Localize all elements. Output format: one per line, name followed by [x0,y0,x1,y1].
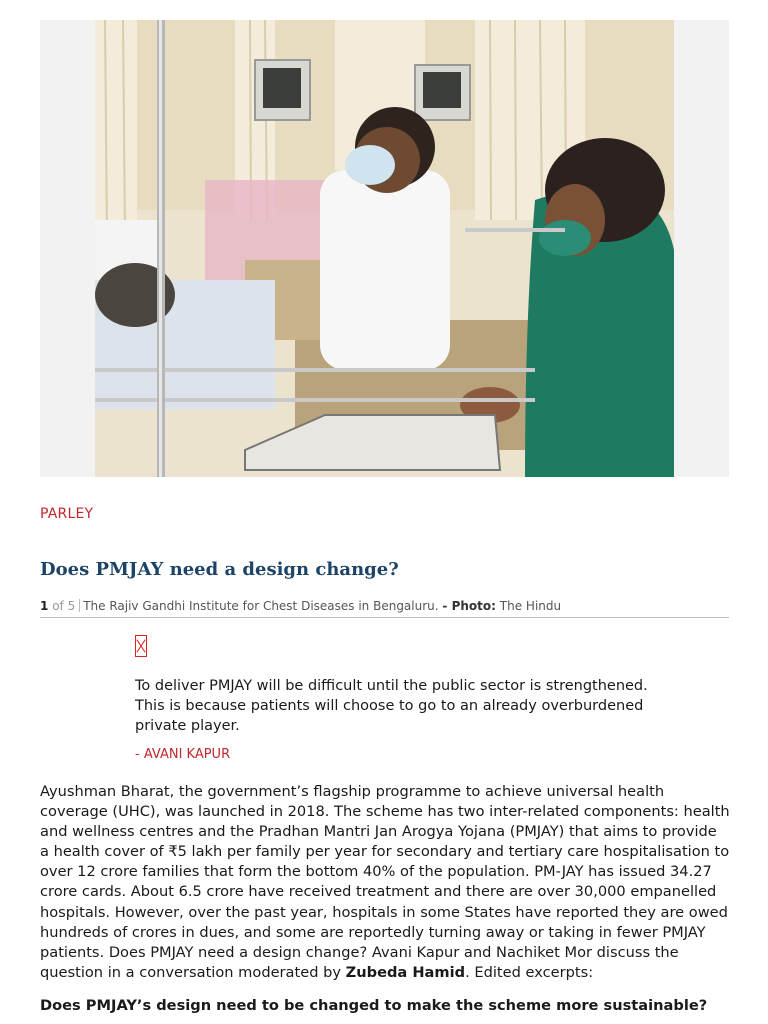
photo-caption [40,599,729,618]
section-label[interactable]: PARLEY [40,506,94,522]
pull-quote-text: To deliver PMJAY will be difficult until the public sector is strengthened. This is because patients will choose to go to an already overburdened private player. [135,678,648,734]
body-text-intro: Ayushman Bharat, the government’s flagship programme to achieve universal health coverage (UHC), was launched in 2018. The scheme has two inter-related components: health and wellness centres and the Pradhan Mantri Jan Arogya Yojana (PMJAY) that aims to provide a health cover of ₹5 lakh per family per year for secondary and tertiary care hospitalisation to over 12 crore families that form the bottom 40% of the population. PM-JAY has issued 34.27 crore cards. About 6.5 crore have received treatment and there are over 30,000 empanelled hospitals. However, over the past year, hospitals in some States have reported they are owed hundreds of crores in dues, and some are reportedly turning away or taking in fewer PMJAY patients. Does PMJAY need a design change? Avani Kapur and Nachiket Mor discuss the question in a conversation moderated by [40,783,730,981]
photo-frame [40,20,729,477]
gallery-current-index: 1 [40,599,49,613]
moderator-name[interactable]: Zubeda Hamid [345,963,466,981]
caption-text: The Rajiv Gandhi Institute for Chest Diseases in Bengaluru. [83,599,439,613]
article-headline: Does PMJAY need a design change? [40,559,399,580]
photo-credit: The Hindu [499,599,562,613]
article-body-paragraph [40,782,730,983]
gallery-total: of 5 [52,599,76,613]
hospital-ward-illustration [95,20,674,477]
photo-credit-label: - Photo: [442,599,496,613]
caption-divider [79,599,80,612]
broken-image-icon [135,635,147,657]
pull-quote-author: - AVANI KAPUR [135,747,231,762]
interview-question: Does PMJAY’s design need to be changed to make the scheme more sustainable? [40,997,708,1014]
body-text-outro: . Edited excerpts: [465,963,594,981]
article-photo[interactable] [95,20,674,477]
